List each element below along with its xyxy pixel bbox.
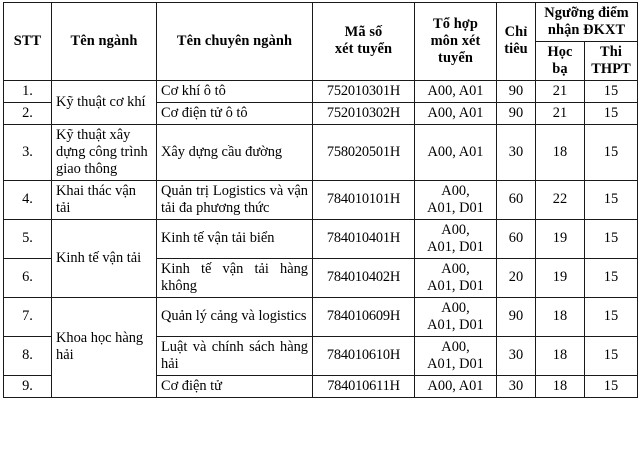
cell-to-hop-mon-xet-tuyen: A00, A01 [415, 124, 497, 180]
cell-chi-tieu: 90 [497, 80, 536, 102]
cell-ten-chuyen-nganh: Xây dựng cầu đường [157, 124, 313, 180]
cell-to-hop-mon-xet-tuyen: A00, A01 [415, 102, 497, 124]
cell-to-hop-mon-xet-tuyen [415, 336, 497, 375]
cell-ten-chuyen-nganh: Quản trị Logistics và vận tải đa phương thức [157, 180, 313, 219]
cell-ten-chuyen-nganh: Kinh tế vận tải hàng không [157, 258, 313, 297]
header-to-hop-line3: tuyển [438, 49, 473, 66]
cell-to-hop-mon-xet-tuyen: A00, A01 [415, 80, 497, 102]
cell-hoc-ba: 18 [536, 336, 585, 375]
header-ma-so-xet-tuyen [313, 3, 415, 81]
header-thi-thpt [585, 41, 638, 80]
to-hop-line1: A00, [441, 338, 470, 355]
cell-hoc-ba: 22 [536, 180, 585, 219]
table-row [4, 180, 638, 219]
cell-to-hop-mon-xet-tuyen [415, 219, 497, 258]
cell-ma-so-xet-tuyen: 752010301H [313, 80, 415, 102]
header-thi-thpt-line1: Thi [600, 43, 622, 60]
cell-thi-thpt: 15 [585, 258, 638, 297]
header-ma-so-line2: xét tuyển [334, 41, 393, 58]
header-chi-tieu [497, 3, 536, 81]
cell-stt: 4. [4, 180, 52, 219]
header-to-hop-line1: Tổ hợp [433, 15, 478, 32]
cell-ten-nganh: Kỹ thuật cơ khí [52, 80, 157, 124]
cell-ma-so-xet-tuyen: 758020501H [313, 124, 415, 180]
to-hop-line1: A00, [441, 299, 470, 316]
header-to-hop-mon-xet-tuyen [415, 3, 497, 81]
cell-thi-thpt: 15 [585, 102, 638, 124]
cell-to-hop-mon-xet-tuyen: A00, A01 [415, 375, 497, 397]
cell-hoc-ba: 18 [536, 124, 585, 180]
to-hop-line2: A01, D01 [427, 316, 484, 333]
cell-ten-nganh: Khoa học hàng hải [52, 297, 157, 397]
cell-chi-tieu: 30 [497, 375, 536, 397]
header-chi-tieu-line2: tiêu [504, 41, 528, 58]
to-hop-line2: A01, D01 [427, 199, 484, 216]
table-row [4, 124, 638, 180]
cell-hoc-ba: 18 [536, 297, 585, 336]
header-to-hop-line2: môn xét [430, 32, 481, 49]
header-chi-tieu-line1: Chỉ [504, 24, 528, 41]
cell-thi-thpt: 15 [585, 219, 638, 258]
cell-ma-so-xet-tuyen: 784010101H [313, 180, 415, 219]
cell-chi-tieu: 30 [497, 336, 536, 375]
cell-stt: 1. [4, 80, 52, 102]
cell-chi-tieu: 30 [497, 124, 536, 180]
cell-ten-chuyen-nganh: Cơ điện tử [157, 375, 313, 397]
cell-stt: 3. [4, 124, 52, 180]
cell-ma-so-xet-tuyen: 784010610H [313, 336, 415, 375]
cell-ten-chuyen-nganh: Kinh tế vận tải biển [157, 219, 313, 258]
header-nguong-diem-line2: nhận ĐKXT [547, 21, 626, 38]
header-hoc-ba-line1: Học [547, 43, 573, 60]
cell-hoc-ba: 19 [536, 219, 585, 258]
cell-ma-so-xet-tuyen: 784010401H [313, 219, 415, 258]
header-ten-chuyen-nganh: Tên chuyên ngành [157, 3, 313, 81]
header-thi-thpt-line2: THPT [591, 60, 631, 77]
cell-chi-tieu: 20 [497, 258, 536, 297]
cell-ten-nganh: Kỹ thuật xây dựng công trình giao thông [52, 124, 157, 180]
cell-stt: 7. [4, 297, 52, 336]
cell-thi-thpt: 15 [585, 124, 638, 180]
header-hoc-ba-line2: bạ [552, 60, 568, 77]
cell-ma-so-xet-tuyen: 784010611H [313, 375, 415, 397]
cell-thi-thpt: 15 [585, 336, 638, 375]
header-row-primary [4, 3, 638, 42]
cell-ten-chuyen-nganh: Cơ khí ô tô [157, 80, 313, 102]
cell-chi-tieu: 90 [497, 102, 536, 124]
to-hop-line1: A00, [441, 221, 470, 238]
to-hop-line2: A01, D01 [427, 238, 484, 255]
cell-chi-tieu: 60 [497, 180, 536, 219]
table-header [4, 3, 638, 81]
table-row [4, 219, 638, 258]
cell-stt: 6. [4, 258, 52, 297]
header-ma-so-line1: Mã số [344, 24, 383, 41]
admissions-table [3, 2, 638, 398]
cell-to-hop-mon-xet-tuyen [415, 180, 497, 219]
cell-hoc-ba: 21 [536, 102, 585, 124]
cell-ten-chuyen-nganh: Quản lý cảng và logistics [157, 297, 313, 336]
cell-to-hop-mon-xet-tuyen [415, 258, 497, 297]
header-ten-nganh: Tên ngành [52, 3, 157, 81]
cell-stt: 2. [4, 102, 52, 124]
header-nguong-diem-line1: Ngưỡng điểm [544, 5, 629, 21]
cell-ma-so-xet-tuyen: 784010609H [313, 297, 415, 336]
to-hop-line1: A00, [441, 182, 470, 199]
cell-chi-tieu: 60 [497, 219, 536, 258]
cell-thi-thpt: 15 [585, 297, 638, 336]
cell-stt: 5. [4, 219, 52, 258]
cell-hoc-ba: 19 [536, 258, 585, 297]
cell-stt: 9. [4, 375, 52, 397]
to-hop-line2: A01, D01 [427, 277, 484, 294]
header-stt: STT [4, 3, 52, 81]
cell-chi-tieu: 90 [497, 297, 536, 336]
table-row [4, 80, 638, 102]
cell-stt: 8. [4, 336, 52, 375]
cell-to-hop-mon-xet-tuyen [415, 297, 497, 336]
cell-thi-thpt: 15 [585, 375, 638, 397]
cell-ma-so-xet-tuyen: 784010402H [313, 258, 415, 297]
header-hoc-ba [536, 41, 585, 80]
cell-thi-thpt: 15 [585, 180, 638, 219]
to-hop-line1: A00, [441, 260, 470, 277]
cell-ten-nganh: Kinh tế vận tải [52, 219, 157, 297]
cell-hoc-ba: 21 [536, 80, 585, 102]
table-row [4, 297, 638, 336]
header-nguong-diem-nhan-dkxt [536, 3, 638, 42]
cell-hoc-ba: 18 [536, 375, 585, 397]
cell-ten-nganh: Khai thác vận tải [52, 180, 157, 219]
table-body [4, 80, 638, 397]
cell-ma-so-xet-tuyen: 752010302H [313, 102, 415, 124]
to-hop-line2: A01, D01 [427, 355, 484, 372]
cell-ten-chuyen-nganh: Luật và chính sách hàng hải [157, 336, 313, 375]
cell-ten-chuyen-nganh: Cơ điện tử ô tô [157, 102, 313, 124]
cell-thi-thpt: 15 [585, 80, 638, 102]
